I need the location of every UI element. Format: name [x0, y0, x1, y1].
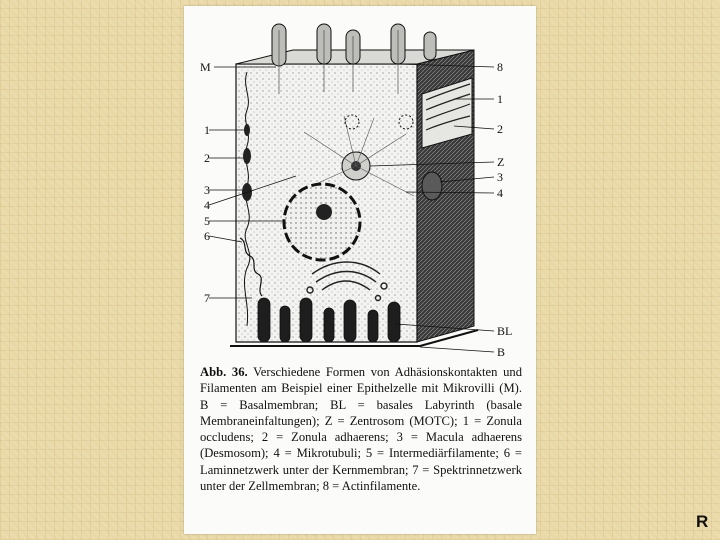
- label-left-6: 6: [204, 229, 210, 243]
- nucleus: [284, 184, 360, 260]
- label-left-1: 1: [204, 123, 210, 137]
- label-right-3: 3: [497, 170, 503, 184]
- label-left-7: 7: [204, 291, 210, 305]
- label-M: M: [200, 60, 211, 74]
- label-B: B: [497, 345, 506, 358]
- desmosome-right: [422, 172, 442, 200]
- label-left-3: 3: [204, 183, 210, 197]
- zonula-occludens: [244, 124, 250, 136]
- label-right-Z: Z: [497, 155, 505, 169]
- label-right-4: 4: [497, 186, 503, 200]
- label-right-1: 1: [497, 92, 503, 106]
- microvillus: [424, 32, 436, 60]
- figure-number: Abb. 36.: [200, 365, 248, 379]
- nucleolus: [316, 204, 332, 220]
- figure-caption: [200, 364, 522, 494]
- label-left-2: 2: [204, 151, 210, 165]
- corner-badge: R: [696, 512, 709, 531]
- label-right-8: 8: [497, 60, 503, 74]
- zonula-adhaerens: [243, 148, 251, 164]
- figure-card: [184, 6, 536, 534]
- caption-text: Verschiedene Formen von Adhäsionskontakten und Filamenten am Beispiel einer Epithelzelle mit Mikrovilli (M). B = Basalmembran; BL = basales Labyrinth (basale Membraneinfaltungen); Z = Zentrosom (MOTC); 1 = Zonula occludens; 2 = Zonula adhaerens; 3 = Macula adhaerens (Desmosom); 4 = Mikrotubuli; 5 = Intermediärfilamente; 6 = Laminnetzwerk unter der Kernmembran; 7 = Spektrinnetzwerk unter der Zellmembran; 8 = Actinfilamente.: [200, 365, 522, 494]
- label-right-2: 2: [497, 122, 503, 136]
- label-left-4: 4: [204, 198, 210, 212]
- epithelial-cell-diagram: [184, 6, 536, 358]
- label-left-5: 5: [204, 214, 210, 228]
- label-BL: BL: [497, 324, 513, 338]
